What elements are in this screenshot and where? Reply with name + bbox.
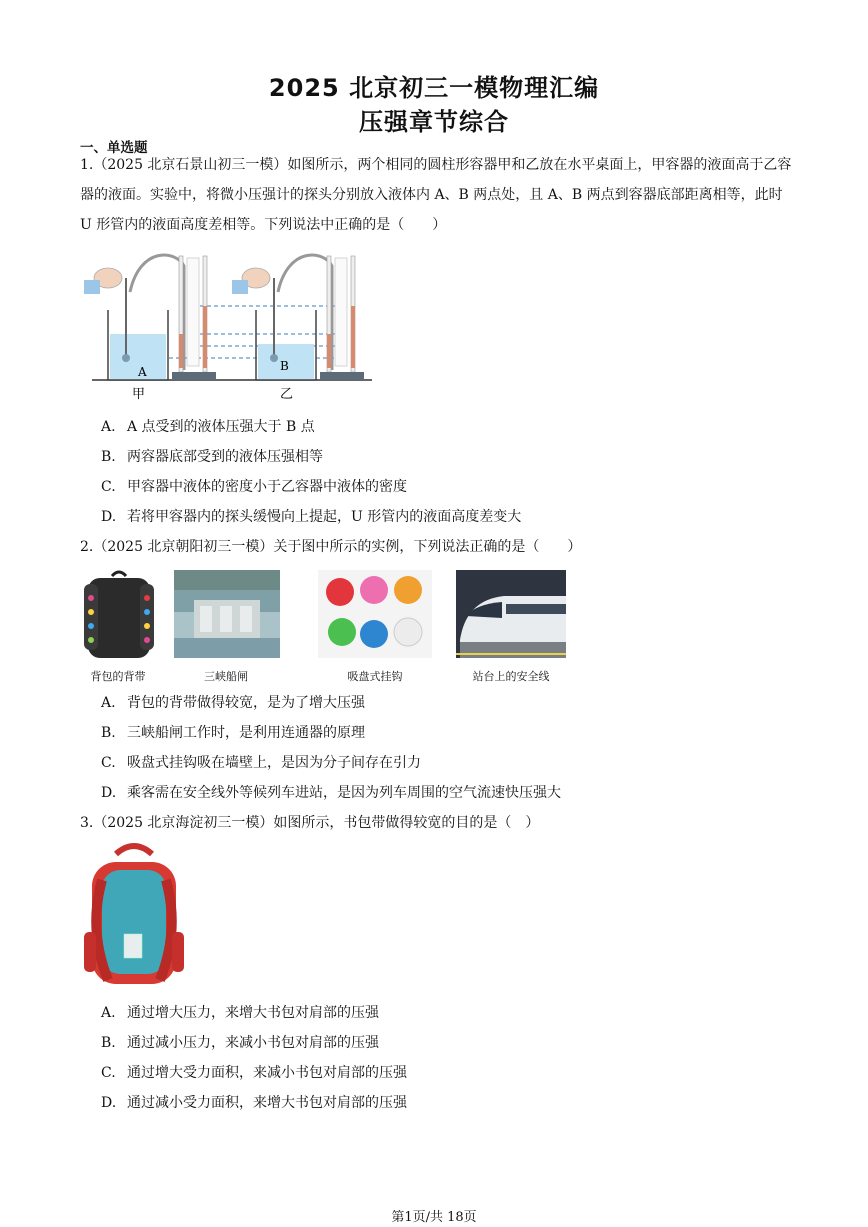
- school-bag-image: [78, 840, 190, 990]
- caption-backpack: 背包的背带: [90, 670, 146, 683]
- pressure-gauge-figure: [80, 252, 380, 402]
- q2-option-b[interactable]: B. 三峡船闸工作时，是利用连通器的原理: [101, 725, 365, 741]
- q2-option-c[interactable]: C. 吸盘式挂钩吸在墙壁上，是因为分子间存在引力: [101, 755, 421, 771]
- point-a-label: A: [138, 365, 147, 379]
- doc-subtitle: 压强章节综合: [359, 108, 509, 136]
- caption-safety-line: 站台上的安全线: [472, 670, 550, 683]
- q2-option-a[interactable]: A. 背包的背带做得较宽，是为了增大压强: [101, 695, 365, 711]
- q1-option-b[interactable]: B. 两容器底部受到的液体压强相等: [101, 449, 323, 465]
- q3-option-b[interactable]: B. 通过减小压力，来减小书包对肩部的压强: [101, 1035, 379, 1051]
- page-footer: 第1页/共 18页: [391, 1210, 477, 1225]
- q3-option-a[interactable]: A. 通过增大压力，来增大书包对肩部的压强: [101, 1005, 379, 1021]
- q3-option-c[interactable]: C. 通过增大受力面积，来减小书包对肩部的压强: [101, 1065, 407, 1081]
- q1-option-c[interactable]: C. 甲容器中液体的密度小于乙容器中液体的密度: [101, 479, 407, 495]
- question-1-text: 1.（2025 北京石景山初三一模）如图所示，两个相同的圆柱形容器甲和乙放在水平桌面上，甲容器的液面高于乙容器的液面。实验中，将微小压强计的探头分别放入液体内 A、B 两点处，且 A、B 两点到容器底部距离相等，此时 U 形管内的液面高度差相等。下列说法中正确的是（ ）: [80, 157, 792, 233]
- q2-option-d[interactable]: D. 乘客需在安全线外等候列车进站，是因为列车周围的空气流速快压强大: [101, 785, 561, 801]
- q3-option-d[interactable]: D. 通过减小受力面积，来增大书包对肩部的压强: [101, 1095, 407, 1111]
- q1-option-d[interactable]: D. 若将甲容器内的探头缓慢向上提起，U 形管内的液面高度差变大: [101, 509, 522, 525]
- q1-option-a[interactable]: A. A 点受到的液体压强大于 B 点: [101, 419, 315, 435]
- point-b-label: B: [280, 359, 289, 373]
- question-3-text: 3.（2025 北京海淀初三一模）如图所示，书包带做得较宽的目的是（ ）: [80, 815, 540, 831]
- caption-suction-hook: 吸盘式挂钩: [347, 670, 403, 683]
- backpack-straps-image: [80, 568, 158, 662]
- platform-train-image: [456, 570, 566, 658]
- caption-ship-lock: 三峡船闸: [204, 670, 248, 683]
- suction-hooks-image: [318, 570, 432, 658]
- doc-title: 2025 北京初三一模物理汇编: [268, 74, 600, 102]
- question-2-text: 2.（2025 北京朝阳初三一模）关于图中所示的实例，下列说法正确的是（ ）: [80, 539, 582, 555]
- container-jia-label: 甲: [132, 387, 146, 402]
- three-gorges-lock-image: [174, 570, 280, 658]
- container-yi-label: 乙: [280, 387, 294, 402]
- section-heading: 一、单选题: [80, 140, 148, 156]
